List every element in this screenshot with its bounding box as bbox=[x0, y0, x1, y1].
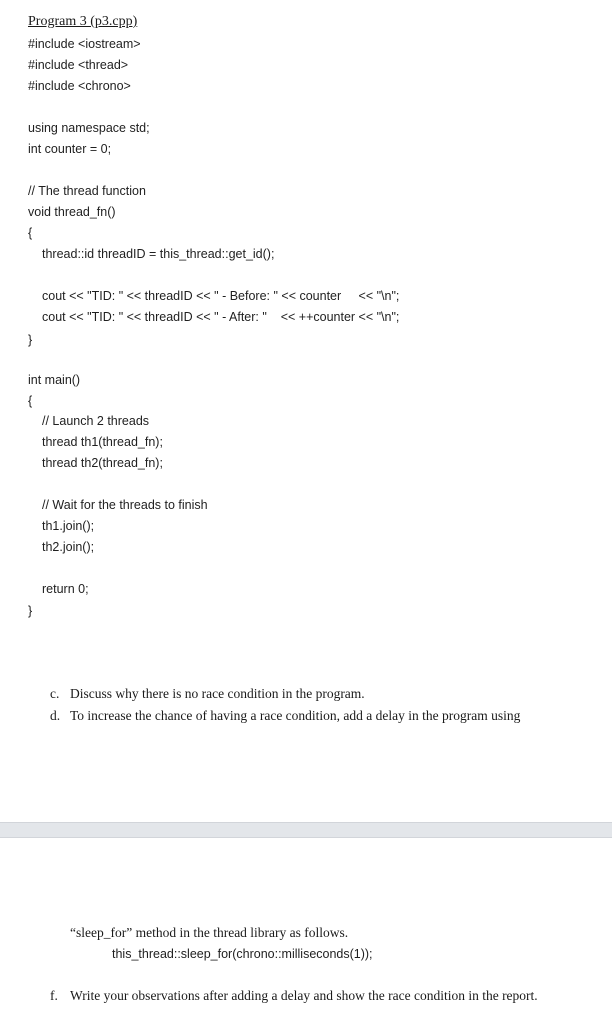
question-c-text: Discuss why there is no race condition in the program. bbox=[70, 686, 365, 701]
code-line-return: return 0; bbox=[42, 582, 89, 596]
document-page-lower bbox=[0, 838, 612, 1024]
code-line-main-open-brace: { bbox=[28, 394, 33, 408]
code-line-fn-open-brace: { bbox=[28, 226, 33, 240]
code-line-thread-th1: thread th1(thread_fn); bbox=[42, 435, 163, 449]
question-d-text: To increase the chance of having a race condition, add a delay in the program using bbox=[70, 708, 521, 723]
code-line-include-thread: #include <thread> bbox=[28, 58, 129, 72]
code-line-join-th1: th1.join(); bbox=[42, 519, 95, 533]
code-line-counter-decl: int counter = 0; bbox=[28, 142, 112, 156]
page-separator bbox=[0, 822, 612, 838]
code-line-include-iostream: #include <iostream> bbox=[28, 37, 141, 51]
code-line-launch-comment: // Launch 2 threads bbox=[42, 414, 150, 428]
question-c-label: c. bbox=[50, 686, 60, 701]
code-line-fn-signature: void thread_fn() bbox=[28, 205, 116, 219]
code-line-main-signature: int main() bbox=[28, 373, 81, 387]
code-line-join-th2: th2.join(); bbox=[42, 540, 95, 554]
code-line-include-chrono: #include <chrono> bbox=[28, 79, 131, 93]
question-f-label: f. bbox=[50, 988, 58, 1003]
question-d-continued: “sleep_for” method in the thread library as follows. bbox=[70, 925, 349, 940]
code-line-thread-id: thread::id threadID = this_thread::get_id(); bbox=[42, 247, 275, 261]
sleep-for-code: this_thread::sleep_for(chrono::milliseconds(1)); bbox=[112, 947, 373, 961]
code-line-cout-after: cout << "TID: " << threadID << " - After: " << ++counter << "\n"; bbox=[42, 310, 400, 324]
code-line-thread-th2: thread th2(thread_fn); bbox=[42, 456, 163, 470]
code-line-wait-comment: // Wait for the threads to finish bbox=[42, 498, 208, 512]
code-line-cout-before: cout << "TID: " << threadID << " - Before: " << counter << "\n"; bbox=[42, 289, 400, 303]
question-d-label: d. bbox=[50, 708, 61, 723]
program-title: Program 3 (p3.cpp) bbox=[28, 14, 138, 29]
code-line-using-namespace: using namespace std; bbox=[28, 121, 150, 135]
code-line-fn-close-brace: } bbox=[28, 333, 33, 347]
code-line-fn-comment: // The thread function bbox=[28, 184, 146, 198]
question-f-text: Write your observations after adding a delay and show the race condition in the report. bbox=[70, 988, 538, 1003]
code-line-main-close-brace: } bbox=[28, 604, 33, 618]
